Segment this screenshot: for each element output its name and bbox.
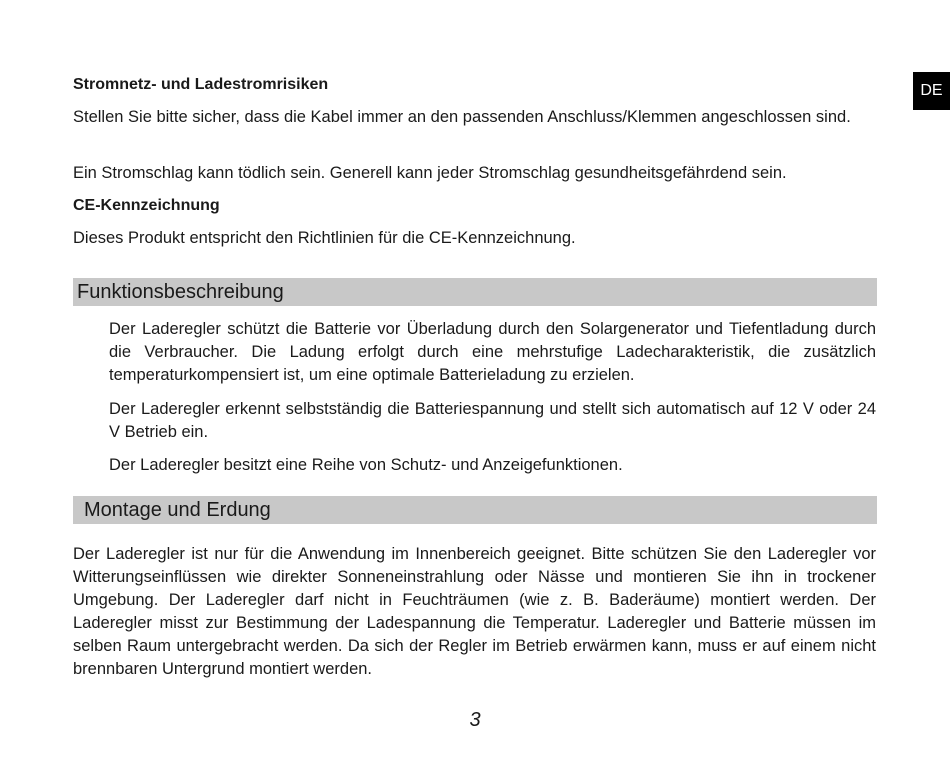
page-number: 3 [469, 709, 481, 731]
mounting-section-title: Montage und Erdung [84, 499, 271, 521]
mounting-paragraph: Der Laderegler ist nur für die Anwendung im Innenbereich geeignet. Bitte schützen Sie den Laderegler vor Witterungseinflüssen wie direkter Sonneneinstrahlung oder Nässe und montieren Sie ihn in trockener Umgebung. Der Laderegler darf nicht in Feuchträumen (wie z. B. Baderäume) montiert werden. Der Laderegler misst zur Bestimmung der Ladespannung die Temperatur. Laderegler und Batterie müssen im selben Raum untergebracht werden. Da sich der Regler im Betrieb erwärmen kann, muss er auf einem nicht brennbaren Untergrund montiert werden. [73, 545, 876, 678]
ce-paragraph: Dieses Produkt entspricht den Richtlinien für die CE-Kennzeichnung. [73, 229, 576, 247]
function-section-title: Funktionsbeschreibung [77, 281, 284, 303]
language-tab: DE [913, 72, 950, 110]
function-section-header [73, 278, 877, 306]
function-paragraph-3: Der Laderegler besitzt eine Reihe von Schutz- und Anzeigefunktionen. [109, 456, 623, 474]
risk-heading: Stromnetz- und Ladestromrisiken [73, 76, 329, 93]
function-paragraph-1: Der Laderegler schützt die Batterie vor Überladung durch den Solargenerator und Tiefentladung durch die Verbraucher. Die Ladung erfolgt durch eine mehrstufige Ladecharakteristik, die zusätzlich temperaturkompensiert ist, um eine optimale Batterieladung zu erzielen. [109, 320, 876, 384]
risk-paragraph-1: Stellen Sie bitte sicher, dass die Kabel immer an den passenden Anschluss/Klemmen angeschlossen sind. [73, 108, 851, 126]
ce-heading: CE-Kennzeichnung [73, 197, 220, 214]
mounting-section-header [73, 496, 877, 524]
risk-paragraph-2: Ein Stromschlag kann tödlich sein. Generell kann jeder Stromschlag gesundheitsgefährdend sein. [73, 164, 787, 182]
function-paragraph-2: Der Laderegler erkennt selbstständig die Batteriespannung und stellt sich automatisch auf 12 V oder 24 V Betrieb ein. [109, 400, 876, 441]
